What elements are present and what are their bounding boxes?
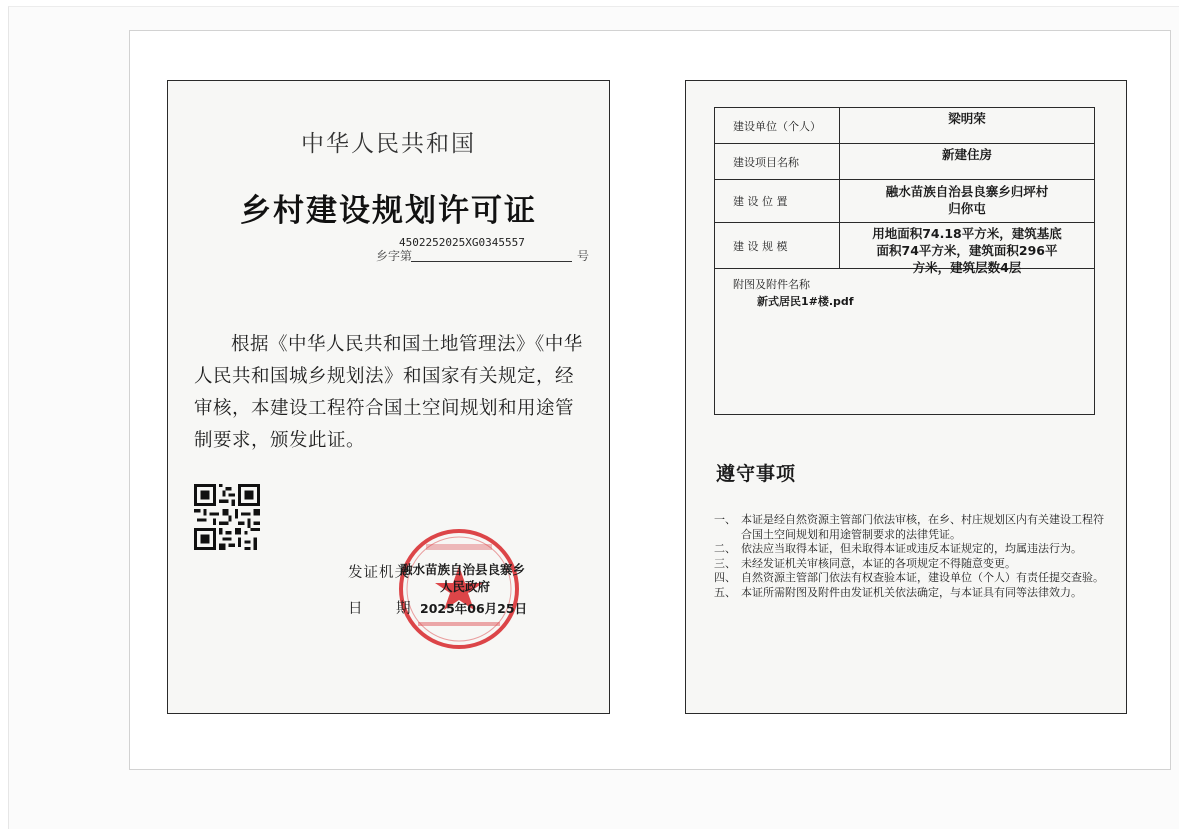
attachment-label: 附图及附件名称: [733, 278, 810, 291]
country-name: 中华人民共和国: [301, 131, 476, 157]
permit-number-row: [376, 236, 591, 265]
row-label-scale: 建 设 规 模: [715, 223, 840, 268]
permit-underline: [411, 261, 572, 262]
issuer-name-line2: 人民政府: [440, 579, 491, 594]
notice-text: 依法应当取得本证，但未取得本证或违反本证规定的，均属违法行为。: [741, 542, 1082, 555]
table-row: [715, 180, 1094, 223]
qr-code-icon: [193, 484, 261, 550]
row-value-builder: 梁明荣: [948, 111, 986, 126]
table-row: [715, 108, 1094, 144]
list-item: [714, 557, 1106, 572]
date-label-1: 日: [348, 601, 363, 617]
project-info-table: [714, 107, 1095, 415]
notice-number: 四、: [714, 571, 736, 584]
notice-text: 自然资源主管部门依法有权查验本证，建设单位（个人）有责任提交查验。: [741, 571, 1104, 584]
table-row: [715, 144, 1094, 180]
notice-number: 一、: [714, 513, 736, 526]
list-item: [714, 571, 1106, 586]
notice-title: 遵守事项: [716, 463, 797, 485]
certificate-title: 乡村建设规划许可证: [240, 193, 537, 229]
certificate-body-text: 根据《中华人民共和国土地管理法》《中华人民共和国城乡规划法》和国家有关规定，经审核，本建设工程符合国土空间规划和用途管制要求，颁发此证。: [194, 334, 583, 451]
issuer-label: 发证机关: [348, 565, 410, 581]
certificate-back: [685, 80, 1127, 714]
row-label-project: 建设项目名称: [715, 144, 840, 179]
notice-list: [714, 513, 1106, 600]
notice-number: 二、: [714, 542, 736, 555]
notice-text: 本证所需附图及附件由发证机关依法确定，与本证具有同等法律效力。: [741, 585, 1082, 599]
notice-text: 本证是经自然资源主管部门依法审核，在乡、村庄规划区内有关建设工程符合国土空间规划和用途管制要求的法律凭证。: [741, 513, 1104, 541]
permit-number: 4502252025XG0345557: [399, 236, 525, 249]
row-label-builder: 建设单位（个人）: [715, 108, 840, 143]
row-value-location: 融水苗族自治县良寨乡归坪村归你屯: [885, 184, 1049, 216]
certificate-front: [167, 80, 610, 714]
row-value-project: 新建住房: [941, 147, 992, 162]
issue-date: 2025年06月25日: [420, 601, 528, 616]
attachment-file: 新式居民1#楼.pdf: [757, 295, 854, 308]
notice-number: 三、: [714, 556, 736, 570]
permit-suffix: 号: [577, 249, 590, 263]
list-item: [714, 586, 1106, 601]
date-label-2: 期: [396, 601, 411, 617]
notice-text: 未经发证机关审核同意，本证的各项规定不得随意变更。: [741, 556, 1016, 570]
permit-prefix: 乡字第: [376, 249, 413, 263]
issuer-name-line1: 融水苗族自治县良寨乡: [400, 562, 526, 577]
table-row: [715, 223, 1094, 275]
notice-number: 五、: [714, 585, 736, 599]
list-item: [714, 542, 1106, 557]
list-item: [714, 513, 1106, 542]
row-label-location: 建 设 位 置: [715, 180, 840, 222]
row-value-scale: 用地面积74.18平方米，建筑基底面积74平方米，建筑面积296平方米，建筑层数4层: [872, 226, 1062, 275]
